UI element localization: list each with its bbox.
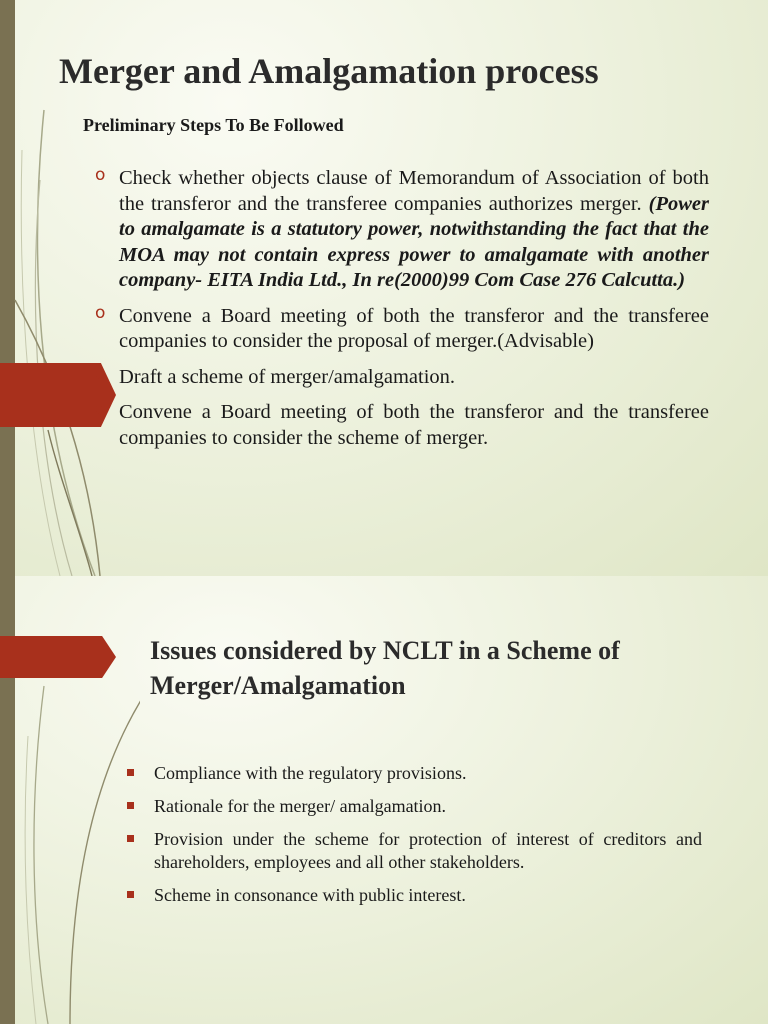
list-item [94, 365, 709, 391]
slide-title: Merger and Amalgamation process [59, 51, 599, 91]
item-text: Rationale for the merger/ amalgamation. [154, 796, 447, 816]
list-item [94, 166, 709, 294]
list-item [126, 884, 702, 907]
left-accent-bar [0, 0, 15, 576]
issues-list [126, 762, 702, 917]
slide-subtitle: Preliminary Steps To Be Followed [83, 115, 344, 135]
square-bullet-icon [127, 802, 134, 809]
bullet-o-icon: o [95, 165, 106, 185]
list-item [126, 828, 702, 874]
slide-2 [0, 576, 768, 1024]
item-text: Convene a Board meeting of both the transferor and the transferee companies to consider the scheme of merger. [119, 401, 709, 449]
item-text: Compliance with the regulatory provisions. [154, 763, 467, 783]
arrow-accent [0, 636, 116, 678]
item-text: Provision under the scheme for protection of interest of creditors and shareholders, employees and all other stakeholders. [154, 829, 702, 872]
steps-list [94, 166, 709, 461]
list-item [94, 400, 709, 451]
list-item [94, 304, 709, 355]
item-text: Check whether objects clause of Memorandum of Association of both the transferor and the transferee companies authorizes merger. [119, 167, 709, 215]
list-item [126, 762, 702, 785]
item-emphasis: (Power to amalgamate is a statutory power, notwithstanding the fact that the MOA may not contain express power to amalgamate with another company- EITA India Ltd., In re(2000)99 Com Case 276 Calcutta.) [119, 192, 710, 291]
square-bullet-icon [127, 835, 134, 842]
item-text: Convene a Board meeting of both the transferor and the transferee companies to consider the proposal of merger.(Advisable) [119, 304, 709, 352]
bullet-o-icon: o [95, 302, 106, 323]
bullet-o-icon: o [95, 363, 106, 384]
item-text: Draft a scheme of merger/amalgamation. [119, 365, 456, 388]
item-text: Scheme in consonance with public interest. [154, 885, 466, 905]
square-bullet-icon [127, 891, 134, 898]
slide-title: Issues considered by NCLT in a Scheme of Merger/Amalgamation [150, 636, 620, 700]
list-item [126, 795, 702, 818]
bullet-o-icon: o [95, 399, 106, 419]
square-bullet-icon [127, 769, 134, 776]
